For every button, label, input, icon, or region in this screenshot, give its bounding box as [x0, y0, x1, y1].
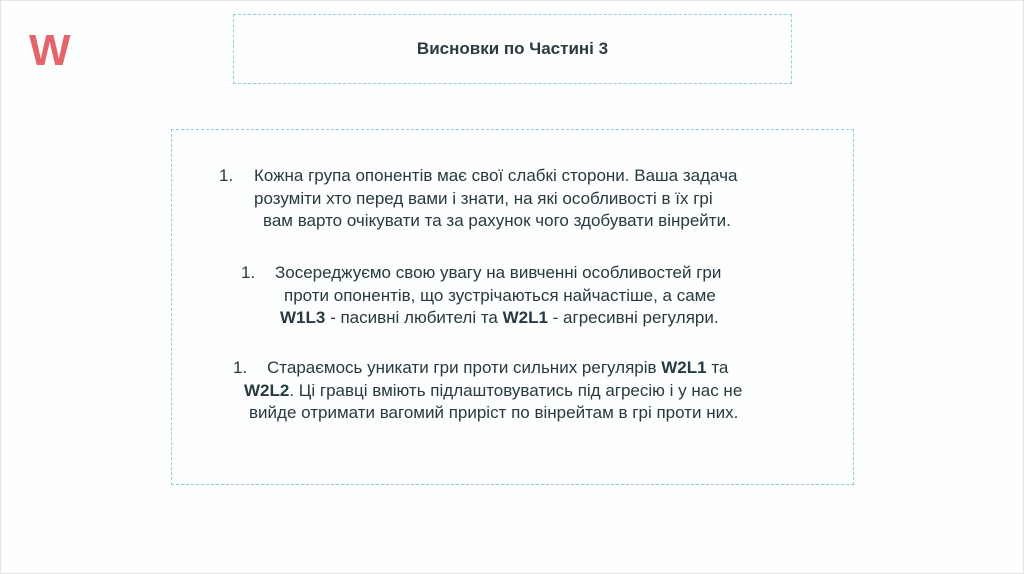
list-item-3-line-2: W2L2. Ці гравці вміють підлаштовуватись під агресію і у нас не [244, 380, 743, 400]
list-item-number: 1. [219, 166, 234, 185]
list-item-1-line-1: 1. Кожна група опонентів має свої слабкі сторони. Ваша задача [219, 165, 737, 188]
list-item-1-line-3: вам варто очікувати та за рахунок чого здобувати вінрейти. [263, 211, 731, 230]
code-w1l3: W1L3 [280, 308, 326, 327]
code-w2l2: W2L2 [244, 380, 290, 400]
list-item-1 [219, 165, 737, 233]
logo-icon: W [29, 26, 70, 75]
list-item-3 [233, 357, 742, 425]
list-item-2-line-2: проти опонентів, що зустрічаються найчастіше, а саме [284, 285, 716, 305]
list-item-number: 1. [241, 263, 256, 282]
list-item-3-line-3: вийде отримати вагомий приріст по вінрейтам в грі проти них. [249, 403, 739, 422]
list-item-2 [241, 262, 721, 330]
list-item-1-line-2: розуміти хто перед вами і знати, на які особливості в їх грі [254, 188, 713, 208]
list-item-2-line-3: W1L3 - пасивні любителі та W2L1 - агресивні регуляри. [280, 308, 719, 327]
title-box [233, 14, 792, 84]
list-item-2-line-1: 1. Зосереджуємо свою увагу на вивченні особливостей гри [241, 262, 721, 285]
code-w2l1: W2L1 [661, 358, 707, 377]
list-item-number: 1. [233, 358, 248, 377]
list-item-3-line-1: 1. Стараємось уникати гри проти сильних регулярів W2L1 та [233, 357, 742, 380]
code-w2l1: W2L1 [502, 308, 548, 327]
slide-title: Висновки по Частині 3 [416, 38, 609, 58]
